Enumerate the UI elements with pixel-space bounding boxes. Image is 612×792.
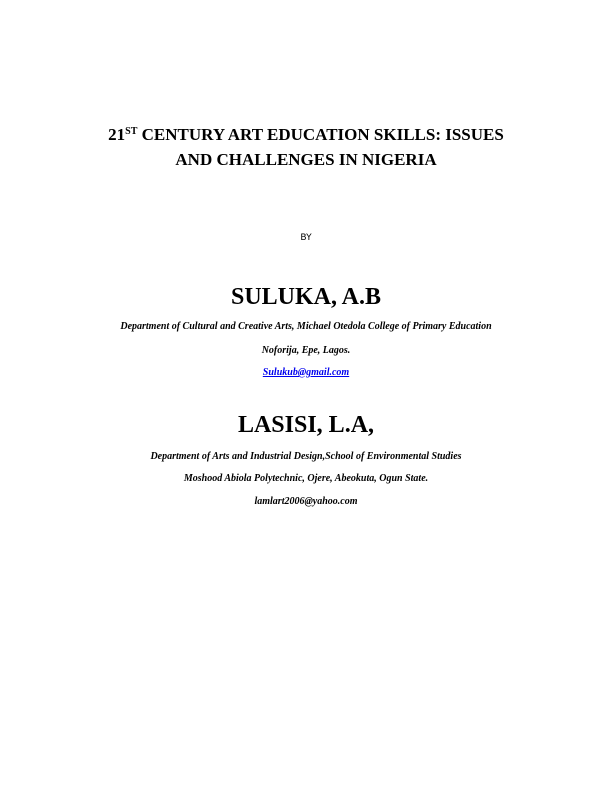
author-2-location: Moshood Abiola Polytechnic, Ojere, Abeokuta, Ogun State. <box>183 473 429 484</box>
title-line1-rest: CENTURY ART EDUCATION SKILLS: ISSUES <box>137 125 504 144</box>
author-1-email-link[interactable]: Sulukub@gmail.com <box>262 367 350 378</box>
author-2-department: Department of Arts and Industrial Design,School of Environmental Studies <box>150 451 462 462</box>
title-superscript: ST <box>125 126 138 137</box>
title-line2: AND CHALLENGES IN NIGERIA <box>175 150 437 169</box>
author-1-email-line <box>20 366 592 380</box>
author-2-email: lamlart2006@yahoo.com <box>254 496 358 507</box>
author-1-location: Noforija, Epe, Lagos. <box>261 345 351 356</box>
title-number: 21 <box>108 125 126 144</box>
paper-title <box>40 122 572 172</box>
author-1-department: Department of Cultural and Creative Arts, Michael Otedola College of Primary Education <box>120 321 492 332</box>
by-label: BY <box>300 233 312 243</box>
author-1-name: SULUKA, A.B <box>230 284 382 310</box>
author-2-name: LASISI, L.A, <box>237 412 375 438</box>
